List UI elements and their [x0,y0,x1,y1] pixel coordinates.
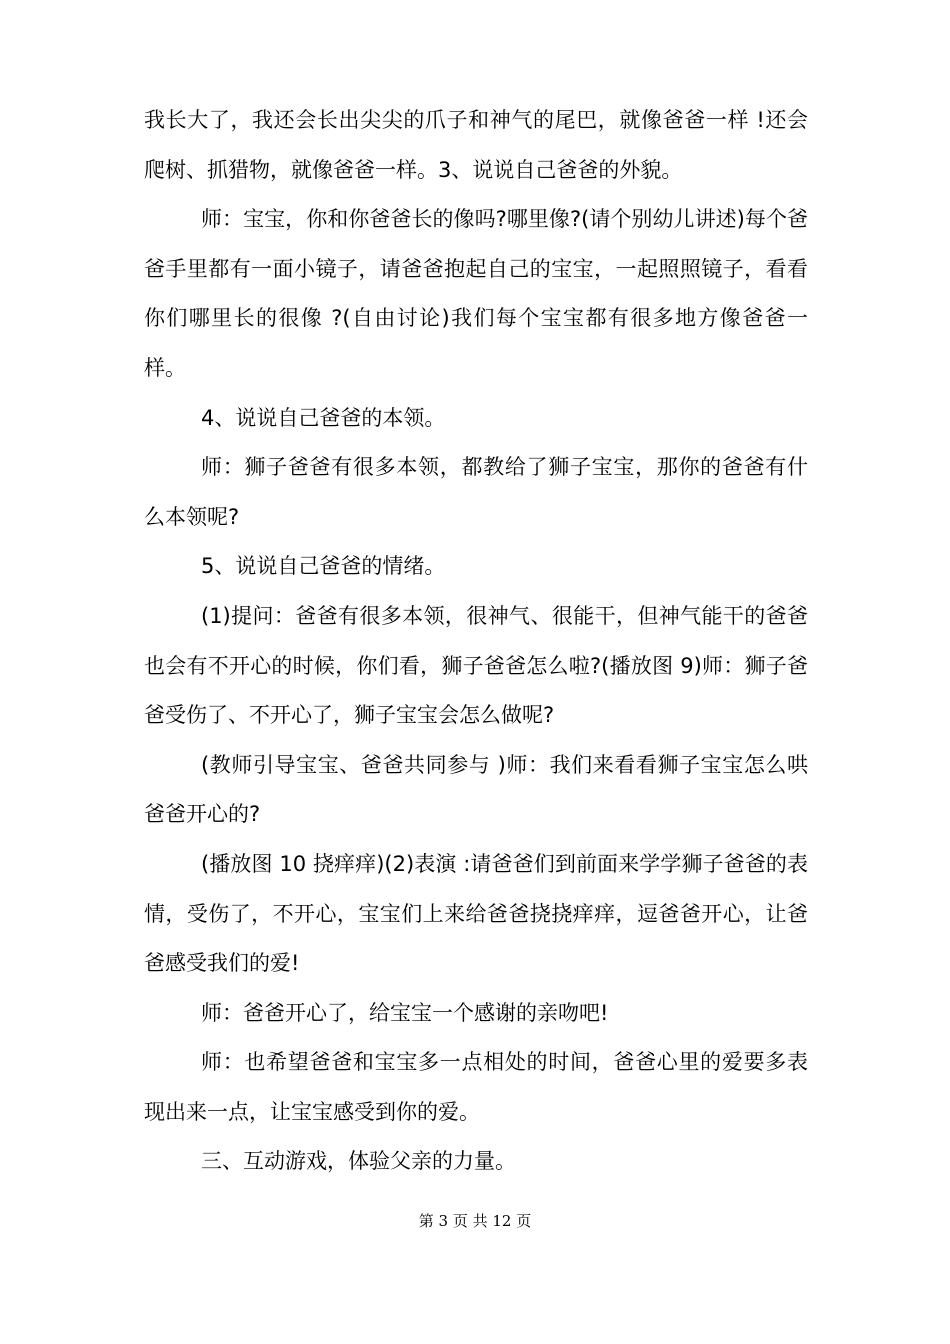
paragraph: (1)提问：爸爸有很多本领，很神气、很能干，但神气能干的爸爸也会有不开心的时候，你们看，狮子爸爸怎么啦?(播放图 9)师：狮子爸爸受伤了、不开心了，狮子宝宝会怎么做呢? [144,603,808,728]
document-body [144,96,808,1187]
paragraph: 师：也希望爸爸和宝宝多一点相处的时间，爸爸心里的爱要多表现出来一点，让宝宝感受到你的爱。 [144,1050,808,1124]
section-heading: 5、说说自己爸爸的情绪。 [201,554,446,579]
paragraph: (教师引导宝宝、爸爸共同参与 )师：我们来看看狮子宝宝怎么哄爸爸开心的? [144,752,808,827]
section-heading: 三、互动游戏，体验父亲的力量。 [201,1149,516,1174]
paragraph: (播放图 10 挠痒痒)(2)表演 :请爸爸们到前面来学学狮子爸爸的表情，受伤了，不开心，宝宝们上来给爸爸挠挠痒痒，逗爸爸开心，让爸爸感受我们的爱! [144,851,808,976]
section-heading: 4、说说自己爸爸的本领。 [201,405,446,430]
page-number-footer: 第 3 页 共 12 页 [418,1212,532,1230]
paragraph: 师：爸爸开心了，给宝宝一个感谢的亲吻吧! [201,1000,609,1025]
paragraph: 师：宝宝，你和你爸爸长的像吗?哪里像?(请个别幼儿讲述)每个爸爸手里都有一面小镜子，请爸爸抱起自己的宝宝，一起照照镜子，看看你们哪里长的很像 ?(自由讨论)我们每个宝宝都有很多地方像爸爸一样。 [144,207,808,380]
paragraph: 师：狮子爸爸有很多本领，都教给了狮子宝宝，那你的爸爸有什么本领呢? [144,455,808,529]
paragraph: 我长大了，我还会长出尖尖的爪子和神气的尾巴，就像爸爸一样 !还会爬树、抓猎物，就像爸爸一样。3、说说自己爸爸的外貌。 [144,108,808,182]
